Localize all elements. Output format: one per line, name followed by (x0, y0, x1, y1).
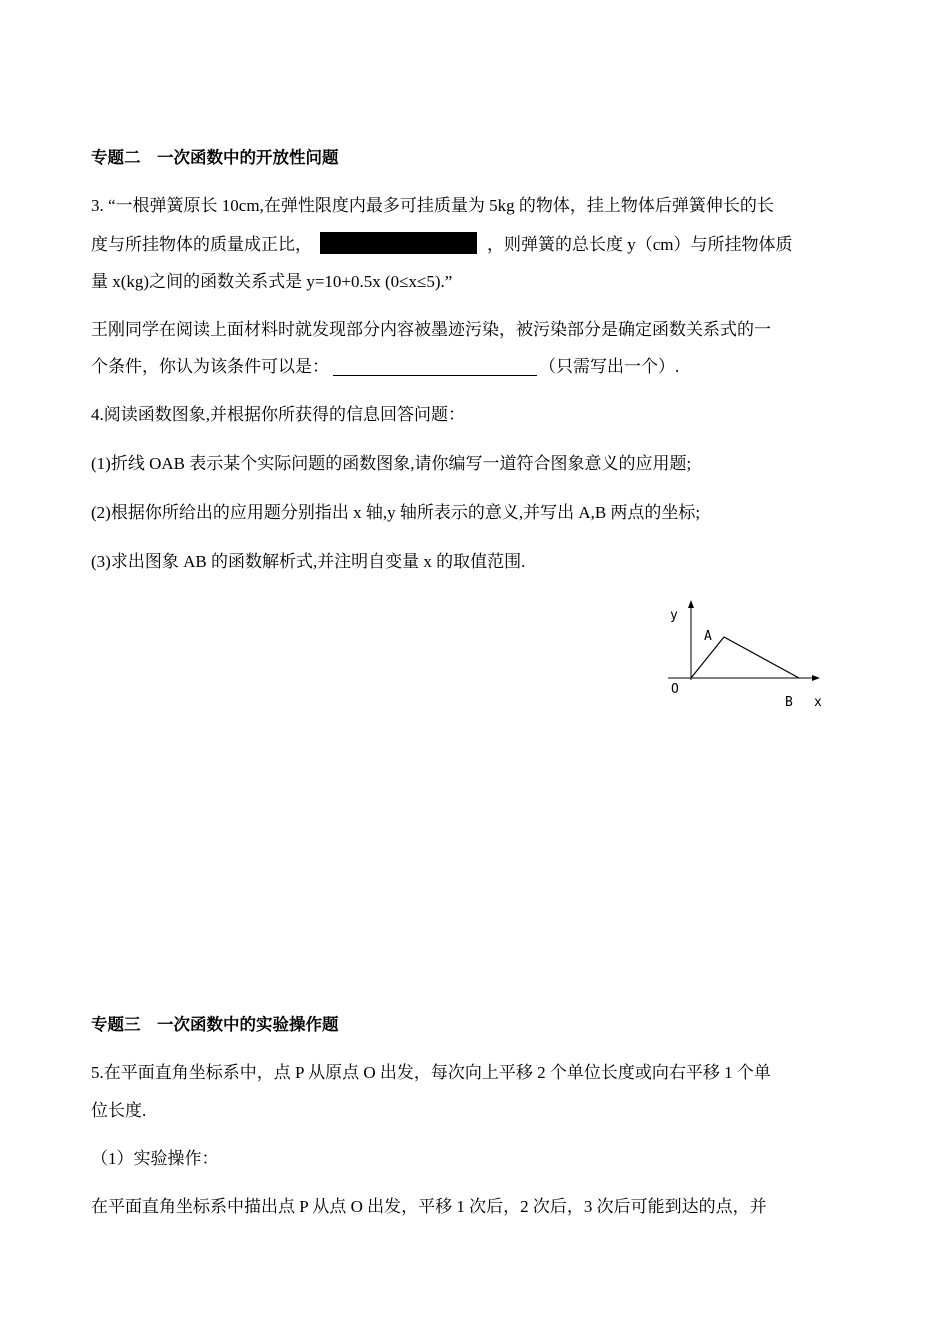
q5-line2: 位长度. (91, 1101, 147, 1120)
q5-sub1: （1）实验操作： (91, 1149, 219, 1168)
q5-line1: 5.在平面直角坐标系中，点 P 从原点 O 出发，每次向上平移 2 个单位长度或向右平移 1 个单 (91, 1063, 771, 1082)
answer-blank (333, 357, 537, 376)
q4-part2: (2)根据你所给出的应用题分别指出 x 轴,y 轴所表示的意义,并写出 A,B 两点的坐标; (91, 503, 701, 522)
q3-line2-after: ，则弹簧的总长度 y（cm）与所挂物体质 (487, 235, 793, 254)
y-axis-arrow (688, 600, 694, 608)
point-b-label: B (785, 695, 793, 710)
q4-part1: (1)折线 OAB 表示某个实际问题的函数图象,请你编写一道符合图象意义的应用题; (91, 454, 692, 473)
x-axis-arrow (812, 675, 820, 681)
section3-heading: 专题三 一次函数中的实验操作题 (91, 1015, 339, 1034)
q3-line5-after: （只需写出一个）. (539, 357, 680, 376)
q3-line5-before: 个条件，你认为该条件可以是： (91, 357, 329, 376)
q4-intro: 4.阅读函数图象,并根据你所获得的信息回答问题： (91, 405, 465, 424)
q5-line3: 在平面直角坐标系中描出点 P 从点 O 出发，平移 1 次后，2 次后，3 次后可能到达的点，并 (91, 1197, 767, 1216)
x-axis-label: x (814, 695, 822, 710)
q3-line4: 王刚同学在阅读上面材料时就发现部分内容被墨迹污染，被污染部分是确定函数关系式的一 (91, 320, 771, 339)
q3-line3: 量 x(kg)之间的函数关系式是 y=10+0.5x (0≤x≤5).” (91, 272, 453, 291)
function-graph (662, 598, 842, 713)
ink-blot (320, 232, 477, 254)
q3-line2 (91, 232, 793, 257)
q3-line1: 3. “一根弹簧原长 10cm,在弹性限度内最多可挂质量为 5kg 的物体，挂上物体后弹簧伸长的长 (91, 196, 774, 215)
origin-label: O (671, 682, 679, 697)
q3-line2-before: 度与所挂物体的质量成正比， (91, 235, 312, 254)
q3-line5 (91, 355, 679, 379)
y-axis-label: y (670, 608, 678, 623)
q4-part3: (3)求出图象 AB 的函数解析式,并注明自变量 x 的取值范围. (91, 552, 526, 571)
section2-heading: 专题二 一次函数中的开放性问题 (91, 148, 339, 167)
point-a-label: A (704, 629, 712, 644)
